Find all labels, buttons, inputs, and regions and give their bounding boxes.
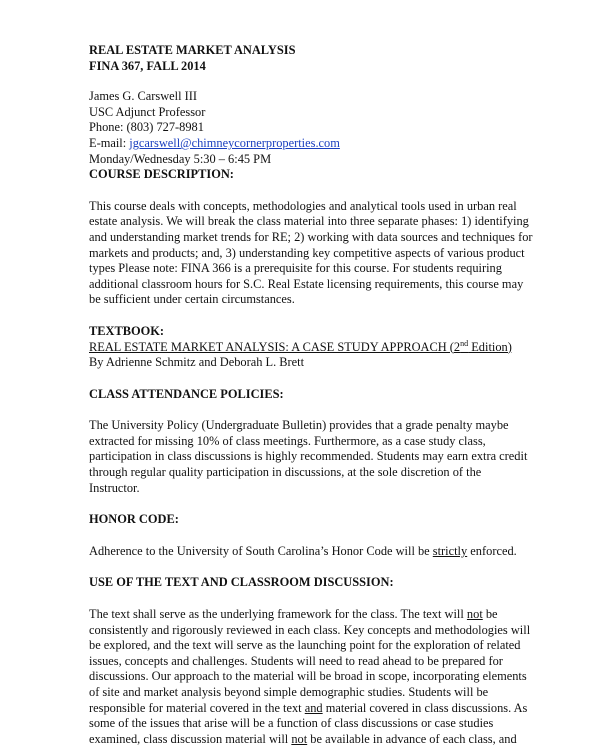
textbook-title: [89, 340, 560, 356]
text-line: estate analysis. We will break the class material into three separate phases: 1) identifying: [89, 214, 529, 229]
instructor-info: [89, 89, 560, 167]
text-line: types Please note: FINA 366 is a prerequisite for this course. For students requiring: [89, 261, 502, 276]
text-span: be available in advance of each class, and: [307, 731, 517, 746]
text-line: [89, 701, 560, 717]
email-link[interactable]: jgcarswell@chimneycornerproperties.com: [129, 135, 340, 150]
text-line: [89, 607, 560, 623]
text-line: consistently and rigorously reviewed in each class. Key concepts and methodologies will: [89, 622, 531, 637]
text-span: responsible for material covered in the text: [89, 700, 305, 715]
email-label: E-mail:: [89, 135, 130, 150]
text-line: through regular quality participation in discussions, at the sole discretion of the: [89, 465, 482, 480]
course-code-term: FINA 367, FALL 2014: [89, 58, 206, 73]
text-line: and understanding market trends for RE; 2) working with data sources and techniques for: [89, 229, 533, 244]
text-line: of site and market analysis beyond simple demographic studies. Students will be: [89, 685, 489, 699]
textbook-authors: By Adrienne Schmitz and Deborah L. Brett: [89, 355, 305, 370]
text-line: The University Policy (Undergraduate Bulletin) provides that a grade penalty maybe: [89, 418, 509, 433]
text-line: discussions. Our approach to the material will be broad in scope, incorporating elements: [89, 669, 527, 684]
textbook-title-end: Edition): [468, 339, 512, 354]
emphasis-underlined: and: [304, 700, 323, 715]
attendance-heading: CLASS ATTENDANCE POLICIES:: [89, 386, 284, 401]
text-span: The text shall serve as the underlying framework for the class. The text will: [89, 607, 467, 622]
text-line: markets and products; and, 3) understanding key competitive aspects of various product: [89, 245, 525, 260]
text-line: additional classroom hours for S.C. Real Estate licensing requirements, this course may: [89, 276, 524, 291]
instructor-position: USC Adjunct Professor: [89, 104, 206, 119]
text-line: participation in class discussions is highly recommended. Students may earn extra credit: [89, 449, 528, 464]
instructor-name: James G. Carswell III: [89, 89, 198, 104]
course-description-heading: COURSE DESCRIPTION:: [89, 167, 234, 182]
text-line: some of the issues that arise will be a function of class discussions or case studies: [89, 716, 494, 731]
text-span: examined, class discussion material will: [89, 731, 292, 746]
honor-code-heading: HONOR CODE:: [89, 512, 179, 527]
emphasis-underlined: strictly: [432, 543, 468, 558]
text-line: [89, 732, 560, 747]
attendance-text: [89, 418, 560, 496]
edition-superscript: nd: [460, 338, 469, 348]
emphasis-underlined: not: [291, 731, 308, 746]
text-span: Adherence to the University of South Carolina’s Honor Code will be: [89, 543, 433, 558]
text-use-heading: USE OF THE TEXT AND CLASSROOM DISCUSSION:: [89, 575, 394, 590]
text-line: Instructor.: [89, 480, 140, 495]
text-use-text: [89, 607, 560, 747]
text-line: This course deals with concepts, methodologies and analytical tools used in urban real: [89, 198, 517, 213]
course-description-text: [89, 199, 560, 308]
text-line: be sufficient under certain circumstances.: [89, 292, 295, 307]
instructor-phone: Phone: (803) 727-8981: [89, 120, 204, 135]
office-hours: Monday/Wednesday 5:30 – 6:45 PM: [89, 151, 272, 166]
text-span: material covered in class discussions. As: [322, 700, 528, 715]
text-line: issues, concepts and challenges. Students will need to read ahead to be prepared for: [89, 653, 503, 668]
honor-code-text: [89, 544, 560, 560]
emphasis-underlined: not: [466, 607, 483, 622]
instructor-email-line: [89, 136, 560, 152]
text-line: be explored, and the text will serve as the launching point for the exploration of related: [89, 638, 521, 653]
textbook-title-main: REAL ESTATE MARKET ANALYSIS: A CASE STUDY APPROACH (2: [89, 339, 461, 354]
text-line: extracted for missing 10% of class meetings. Furthermore, as a case study class,: [89, 433, 486, 448]
text-span: enforced.: [467, 543, 517, 558]
text-span: be: [482, 607, 498, 622]
course-title: REAL ESTATE MARKET ANALYSIS: [89, 43, 296, 57]
textbook-heading: TEXTBOOK:: [89, 323, 165, 338]
title-block: [89, 43, 560, 74]
